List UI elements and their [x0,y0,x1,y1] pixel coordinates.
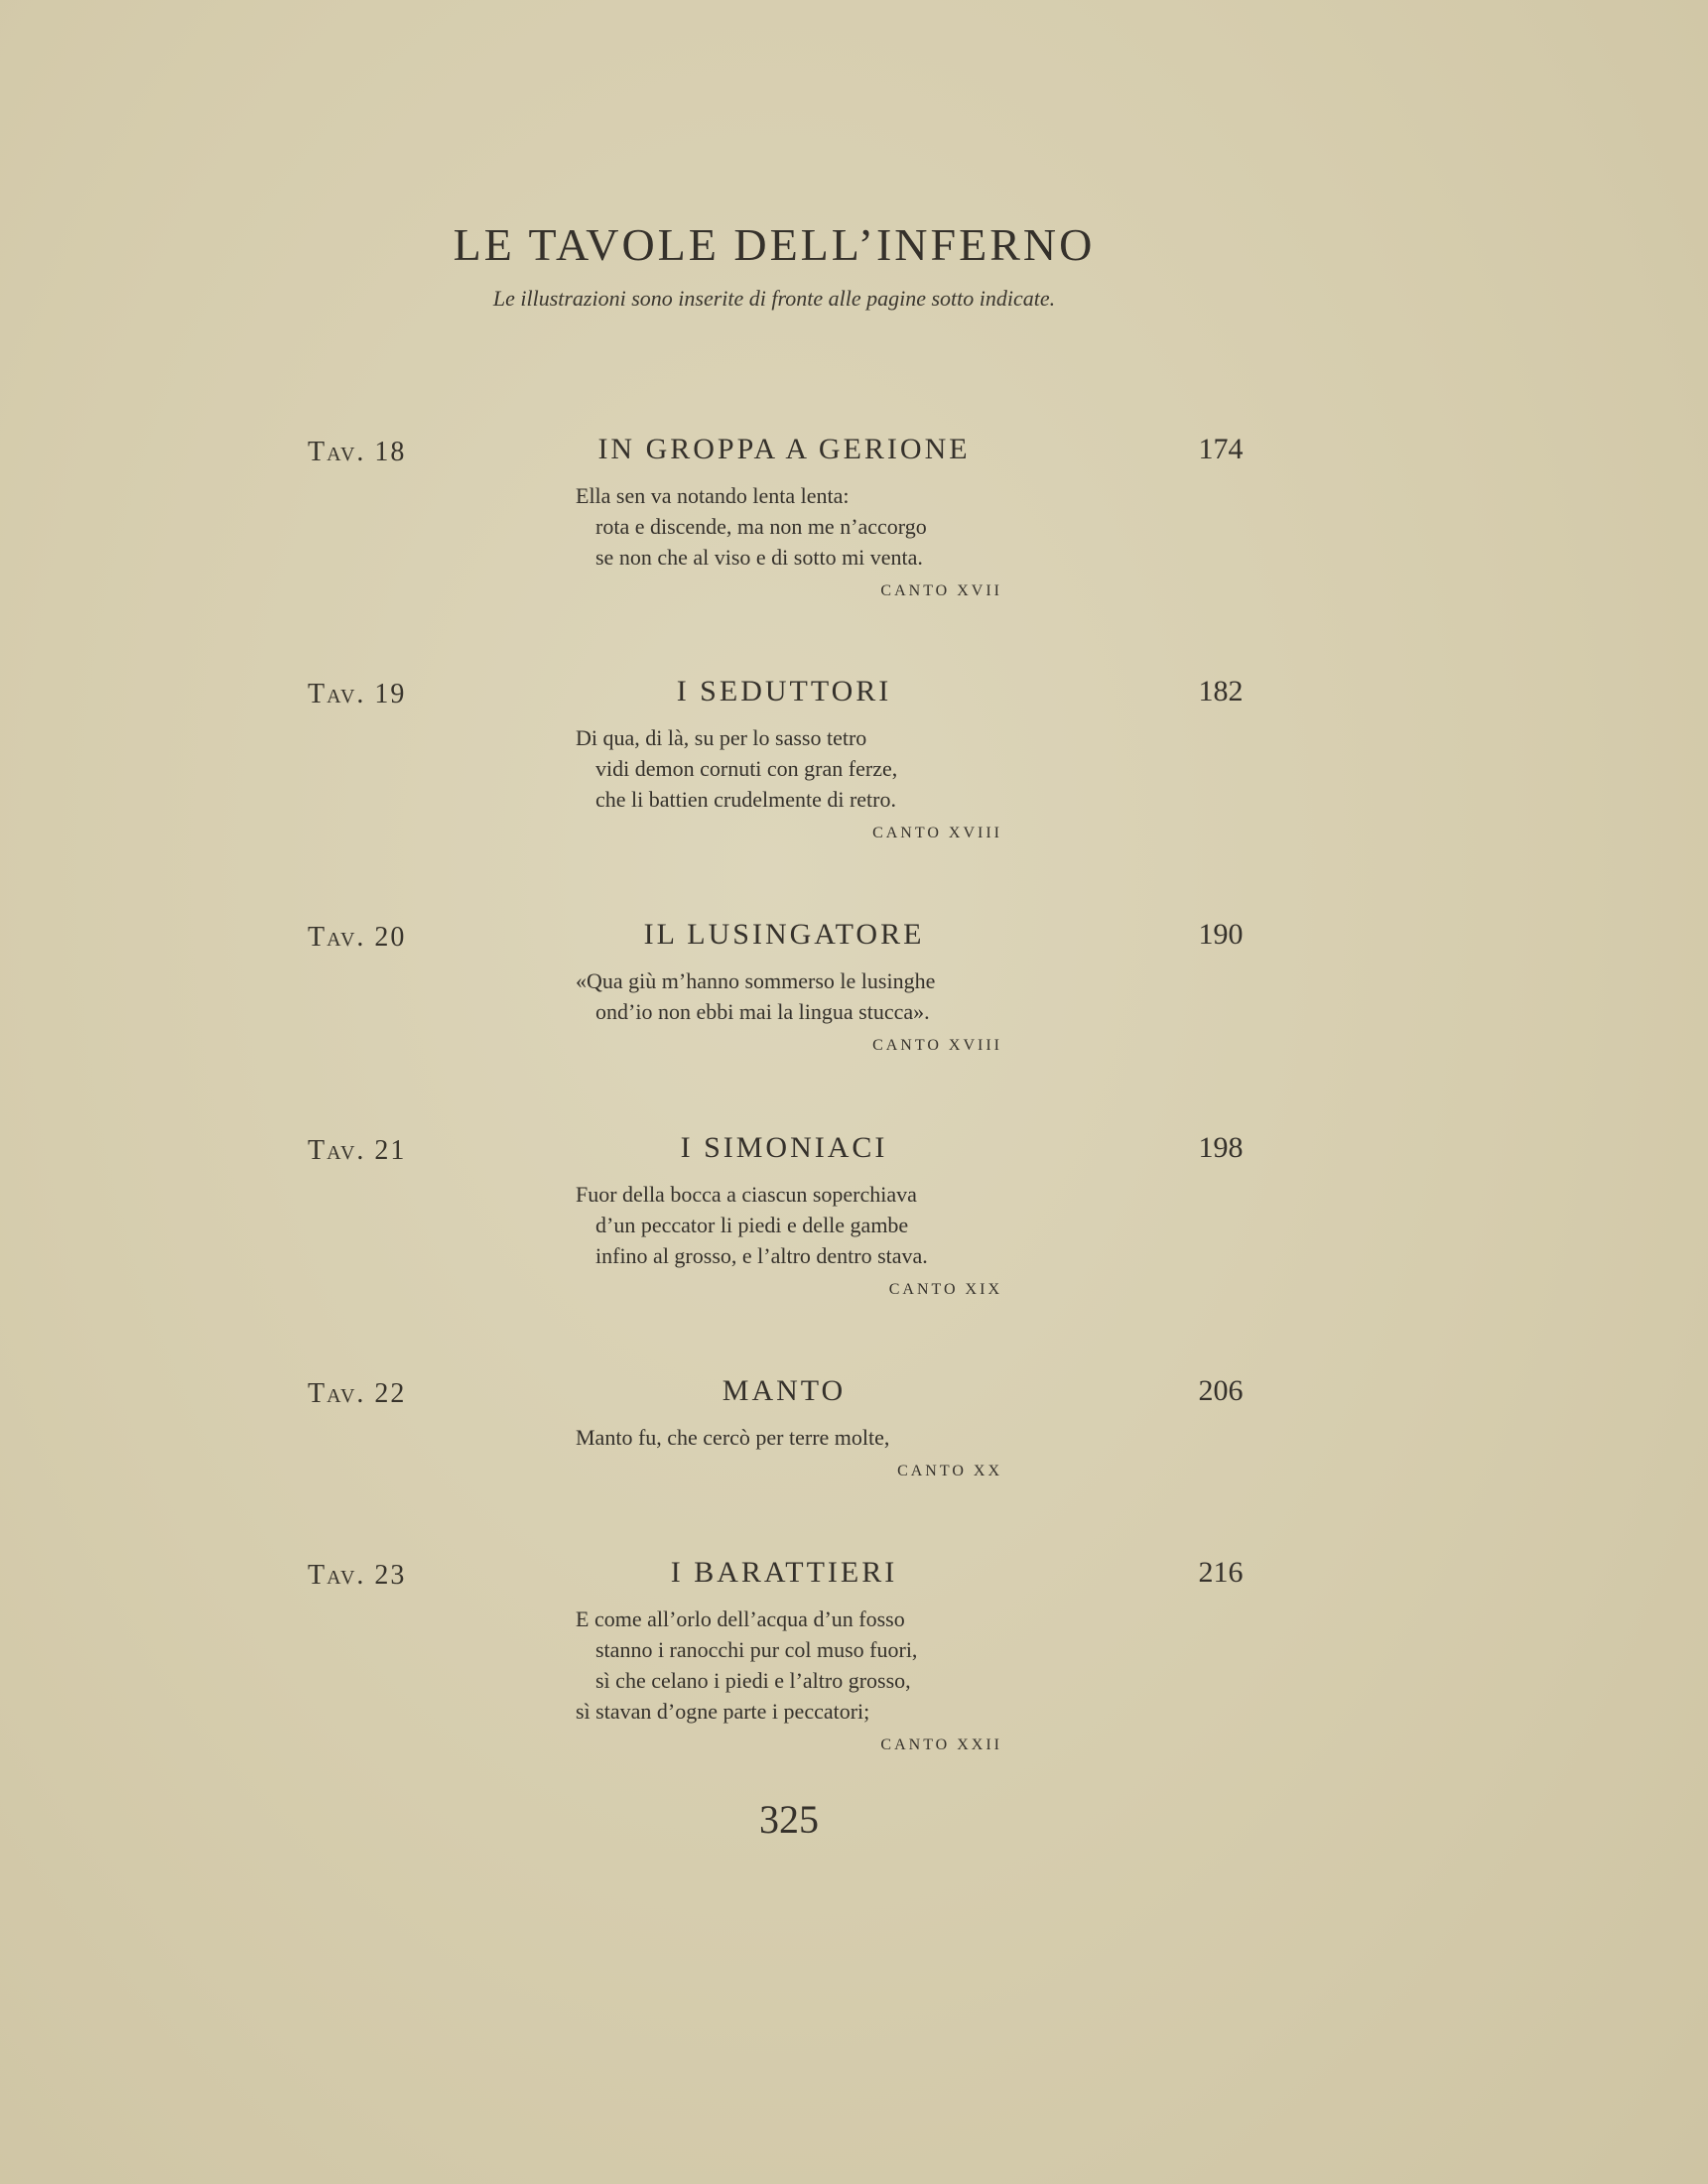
verse-line: Fuor della bocca a ciascun soperchiava [576,1182,917,1207]
verse-block [576,965,1032,1055]
canto-reference: CANTO XIX [888,1281,1002,1298]
verse-line: vidi demon cornuti con gran ferze, [595,756,898,781]
verse-block [576,1604,1032,1754]
page-subtitle: Le illustrazioni sono inserite di fronte alle pagine sotto indicate. [492,286,1056,311]
verse-line: sì stavan d’ogne parte i peccatori; [576,1699,870,1724]
verse-line: d’un peccator li piedi e delle gambe [595,1213,909,1237]
verse-line: rota e discende, ma non me n’accorgo [595,514,927,539]
plate-title: I SIMONIACI [680,1131,888,1164]
verse-line: E come all’orlo dell’acqua d’un fosso [576,1606,905,1631]
verse-block [576,1179,1032,1299]
canto-reference: CANTO XVIII [872,825,1002,841]
plate-number: Tav. 23 [308,1560,407,1591]
verse-block [576,1422,1032,1480]
verse-line: ond’io non ebbi mai la lingua stucca». [595,999,930,1024]
page-number: 325 [759,1797,819,1842]
verse-line: Di qua, di là, su per lo sasso tetro [576,725,867,750]
plate-number: Tav. 20 [308,922,407,953]
plate-number: Tav. 21 [308,1135,407,1166]
plate-page-number: 182 [1198,675,1244,707]
plate-number: Tav. 22 [308,1378,407,1409]
canto-reference: CANTO XVIII [872,1037,1002,1054]
plate-page-number: 216 [1198,1556,1244,1589]
page-title: LE TAVOLE DELL’INFERNO [453,219,1096,270]
verse-line: stanno i ranocchi pur col muso fuori, [595,1637,918,1662]
plate-number: Tav. 19 [308,679,407,709]
plate-title: I BARATTIERI [670,1556,898,1589]
verse-line: «Qua giù m’hanno sommerso le lusinghe [576,968,936,993]
plate-page-number: 206 [1198,1374,1244,1407]
plate-title: I SEDUTTORI [676,675,892,707]
verse-block [576,722,1032,842]
verse-line: infino al grosso, e l’altro dentro stava. [595,1243,928,1268]
canto-reference: CANTO XX [897,1463,1002,1479]
plate-page-number: 190 [1198,918,1244,951]
verse-line: sì che celano i piedi e l’altro grosso, [595,1668,911,1693]
verse-line: che li battien crudelmente di retro. [595,787,896,812]
plate-number: Tav. 18 [308,437,407,467]
plate-page-number: 198 [1198,1131,1244,1164]
canto-reference: CANTO XXII [880,1736,1002,1753]
canto-reference: CANTO XVII [880,582,1002,599]
plate-page-number: 174 [1198,433,1244,465]
verse-line: Manto fu, che cercò per terre molte, [576,1425,890,1450]
plate-title: MANTO [722,1374,847,1407]
verse-block [576,480,1032,600]
plate-title: IL LUSINGATORE [643,918,925,951]
plate-title: IN GROPPA A GERIONE [597,433,971,465]
verse-line: Ella sen va notando lenta lenta: [576,483,850,508]
verse-line: se non che al viso e di sotto mi venta. [595,545,923,570]
